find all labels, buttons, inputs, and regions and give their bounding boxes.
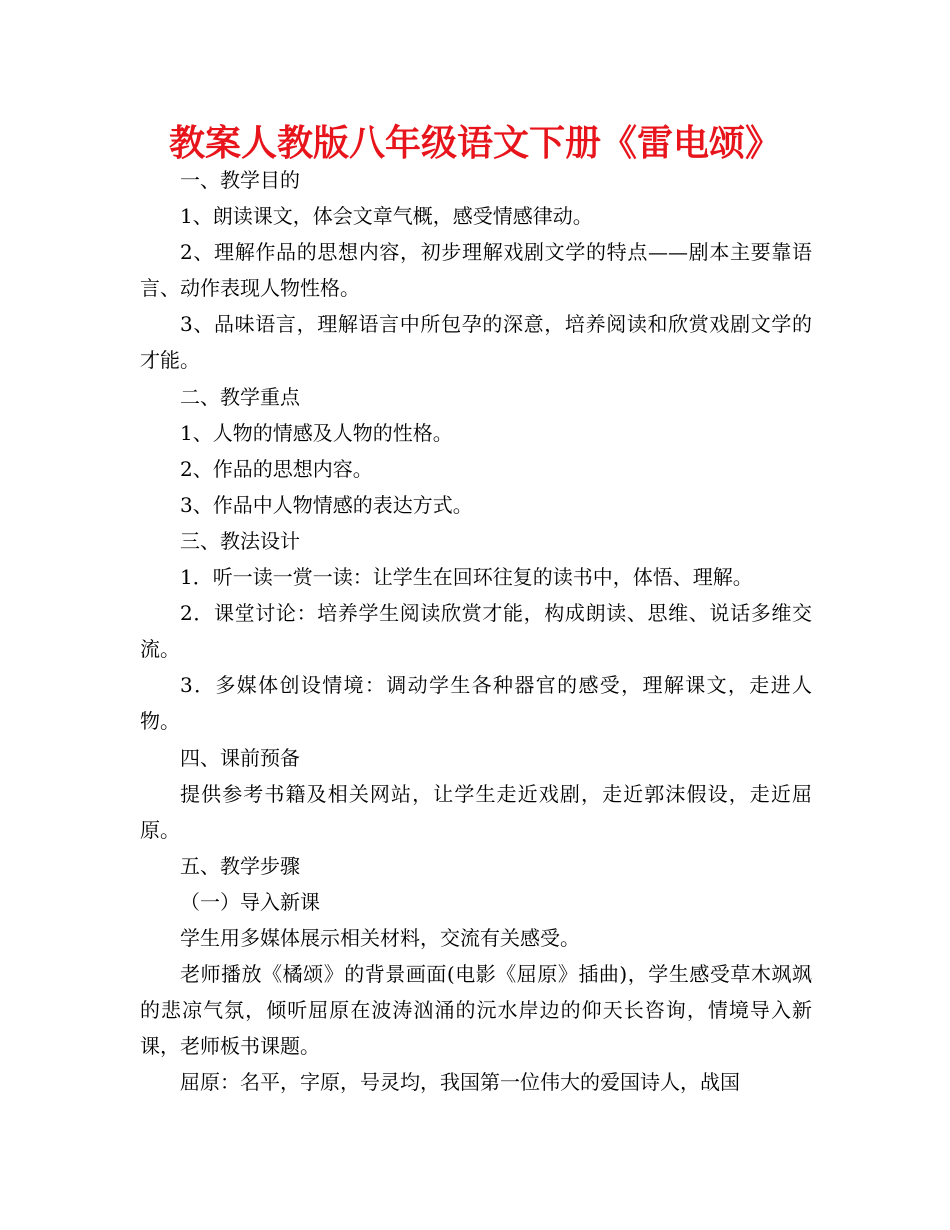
paragraph: 屈原：名平，字原，号灵均，我国第一位伟大的爱国诗人，战国: [180, 1070, 740, 1095]
section-heading: 三、教法设计: [180, 528, 300, 553]
paragraph: 2、作品的思想内容。: [180, 456, 373, 481]
subsection-heading: （一）导入新课: [180, 889, 320, 914]
document-body: [140, 162, 812, 1100]
paragraph: 3、作品中人物情感的表达方式。: [180, 492, 473, 517]
paragraph: 提供参考书籍及相关网站，让学生走近戏剧，走近郭沫假设，走近屈原。: [140, 781, 812, 842]
section-heading: 一、教学目的: [180, 168, 300, 192]
paragraph: 学生用多媒体展示相关材料，交流有关感受。: [180, 925, 580, 950]
section-heading: 五、教学步骤: [180, 853, 300, 878]
paragraph: 3、品味语言，理解语言中所包孕的深意，培养阅读和欣赏戏剧文学的才能。: [140, 312, 812, 373]
section-heading: 四、课前预备: [180, 745, 300, 770]
paragraph: 2．课堂讨论：培养学生阅读欣赏才能，构成朗读、思维、说话多维交流。: [140, 601, 812, 662]
paragraph: 1、朗读课文，体会文章气概，感受情感律动。: [180, 204, 593, 229]
paragraph: 1、人物的情感及人物的性格。: [180, 420, 453, 445]
paragraph: 1．听一读一赏一读：让学生在回环往复的读书中，体悟、理解。: [180, 565, 753, 590]
section-heading: 二、教学重点: [180, 384, 300, 409]
paragraph: 老师播放《橘颂》的背景画面(电影《屈原》插曲)，学生感受草木飒飒的悲凉气氛，倾听屈原在波涛汹涌的沅水岸边的仰天长咨询，情境导入新课，老师板书课题。: [140, 962, 812, 1059]
paragraph: 3．多媒体创设情境：调动学生各种器官的感受，理解课文，走进人物。: [140, 673, 812, 734]
paragraph: 2、理解作品的思想内容，初步理解戏剧文学的特点——剧本主要靠语言、动作表现人物性格。: [140, 240, 812, 301]
document-title: 教案人教版八年级语文下册《雷电颂》: [168, 123, 781, 164]
